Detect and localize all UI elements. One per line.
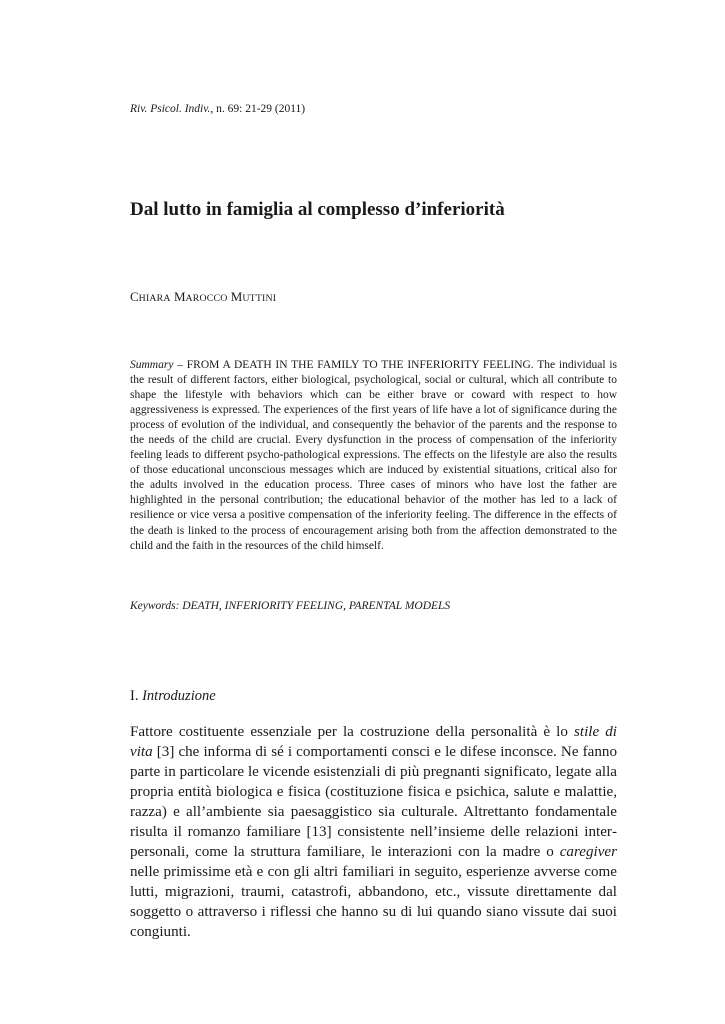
section-heading bbox=[130, 687, 216, 705]
journal-details: , n. 69: 21-29 (2011) bbox=[210, 103, 306, 115]
author-initial: M bbox=[173, 289, 186, 304]
body-term: stile di vita bbox=[130, 724, 617, 761]
article-title: Dal lutto in famiglia al complesso d’inferiorità bbox=[130, 199, 505, 220]
section-title: Introduzione bbox=[142, 688, 216, 704]
section-number: I. bbox=[130, 688, 143, 704]
journal-citation bbox=[130, 102, 305, 116]
body-paragraph bbox=[130, 722, 617, 943]
body-text-part: nelle primissime età e con gli altri familiari in seguito, esperienze avverse come lutti, migrazioni, traumi, catastrofi, abbandono, etc., vissute direttamente dal soggetto o attraverso i riflessi che hanno su di lui quando siano vissute dai suoi congiunti. bbox=[130, 864, 617, 941]
author-smallcaps: UTTINI bbox=[242, 293, 277, 304]
author-initial: C bbox=[130, 289, 139, 304]
author-name bbox=[130, 289, 276, 307]
author-smallcaps: HIARA bbox=[138, 293, 171, 304]
keywords: Keywords: DEATH, INFERIORITY FEELING, PARENTAL MODELS bbox=[130, 600, 451, 612]
body-term: caregiver bbox=[559, 844, 617, 861]
body-text-part: Fattore costituente essenziale per la costruzione della personalità è lo bbox=[130, 724, 574, 740]
summary-abstract bbox=[130, 358, 617, 554]
summary-text: – FROM A DEATH IN THE FAMILY TO THE INFERIORITY FEELING. The individual is the result of different factors, either biological, psychological, social or cultural, which all contribute to shape the lifestyle with behaviors which can be either brave or coward with respect to how aggressiveness is expressed. The experiences of the first years of life have a lot of significance during the process of evolution of the individual, and consequently the behavior of the parents and the response to the needs of the child are crucial. Every dysfunction in the process of compensation of the inferiority feeling leads to different psycho-pathological expressions. The effects on the lifestyle are also the results of those educational unconscious messages which are induced by existential situations, critical also for the adults involved in the education process. Three cases of minors who have lost the father are highlighted in the personal contribution; the educational behavior of the mother has led to a lack of resilience or vice versa a positive compensation of the inferiority feeling. The difference in the effects of the death is linked to the process of encouragement arising both from the affection demonstrated to the child and the faith in the resources of the child himself. bbox=[130, 359, 617, 552]
summary-label: Summary bbox=[130, 359, 174, 371]
author-initial: M bbox=[230, 289, 243, 304]
journal-name: Riv. Psicol. Indiv. bbox=[130, 103, 211, 115]
body-text-part: [3] che informa di sé i comportamenti consci e le difese inconsce. Ne fanno parte in particolare le vicende esistenziali di più pregnanti significato, legate alla propria entità biologica e fisica (costituzione fisica e psichica, salute e malattie, razza) e all’ambiente sia paesaggistico sia culturale. Altrettanto fondamentale risulta il romanzo familiare [13] consistente nell’insieme delle relazioni interpersonali, come la struttura familiare, le interazioni con la madre o bbox=[130, 744, 617, 861]
author-smallcaps: AROCCO bbox=[185, 293, 228, 304]
